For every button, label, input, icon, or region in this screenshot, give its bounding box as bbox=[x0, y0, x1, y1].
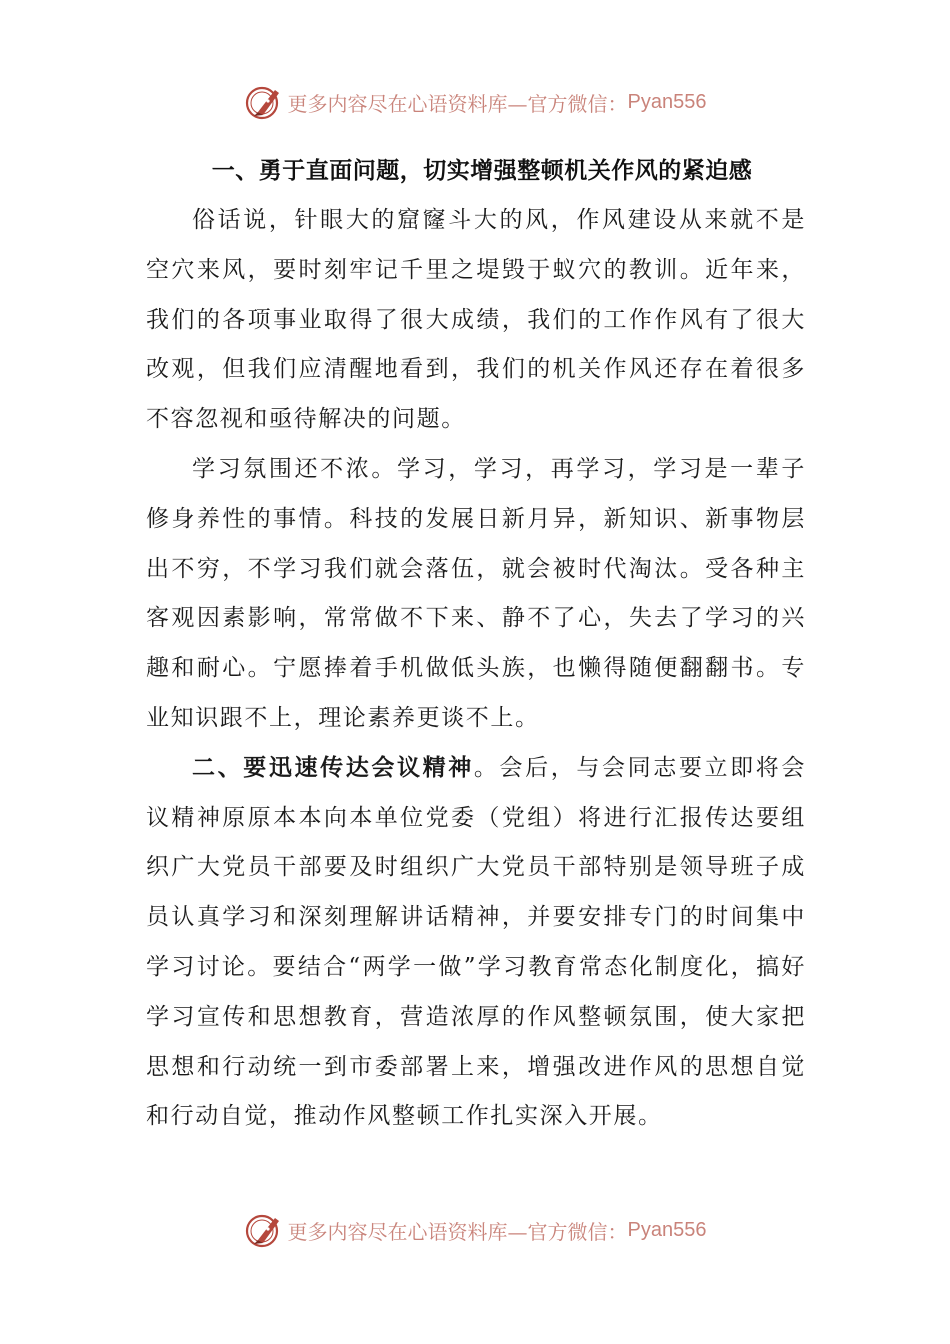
section-heading: 一、勇于直面问题，切实增强整顿机关作风的紧迫感 bbox=[211, 158, 753, 184]
paragraph-3 bbox=[146, 744, 806, 1142]
banner-wechat-id: Pyan556 bbox=[627, 90, 707, 113]
pen-nib-logo-icon bbox=[244, 1210, 284, 1250]
pen-nib-logo-icon bbox=[244, 82, 284, 122]
paragraph-2 bbox=[146, 445, 806, 744]
paragraph-3-text: 。会后，与会同志要立即将会议精神原原本本向本单位党委（党组）将进行汇报传达要组织广大党员干部要及时组织广大党员干部特别是领导班子成员认真学习和深刻理解讲话精神，并要安排专门的时间集中学习讨论。要结合“两学一做”学习教育常态化制度化，搞好学习宣传和思想教育，营造浓厚的作风整顿氛围，使大家把思想和行动统一到市委部署上来，增强改进作风的思想自觉和行动自觉，推动作风整顿工作扎实深入开展。 bbox=[146, 754, 806, 1130]
footer-banner bbox=[0, 1208, 950, 1252]
paragraph-1 bbox=[146, 196, 806, 445]
banner-text: 更多内容尽在心语资料库—官方微信： bbox=[287, 91, 628, 116]
paragraph-1-text: 俗话说，针眼大的窟窿斗大的风，作风建设从来就不是空穴来风，要时刻牢记千里之堤毁于蚁穴的教训。近年来，我们的各项事业取得了很大成绩，我们的工作作风有了很大改观，但我们应清醒地看到，我们的机关作风还存在着很多不容忽视和亟待解决的问题。 bbox=[146, 207, 806, 433]
banner-text: 更多内容尽在心语资料库—官方微信： bbox=[287, 1219, 628, 1244]
banner-wechat-id: Pyan556 bbox=[627, 1218, 707, 1241]
paragraph-2-text: 学习氛围还不浓。学习，学习，再学习，学习是一辈子修身养性的事情。科技的发展日新月异，新知识、新事物层出不穷，不学习我们就会落伍，就会被时代淘汰。受各种主客观因素影响，常常做不下来、静不了心，失去了学习的兴趣和耐心。宁愿捧着手机做低头族，也懒得随便翻翻书。专业知识跟不上，理论素养更谈不上。 bbox=[146, 455, 806, 731]
document-body bbox=[146, 146, 806, 1142]
header-banner bbox=[0, 80, 950, 124]
paragraph-3-lead: 二、要迅速传达会议精神 bbox=[192, 754, 474, 781]
